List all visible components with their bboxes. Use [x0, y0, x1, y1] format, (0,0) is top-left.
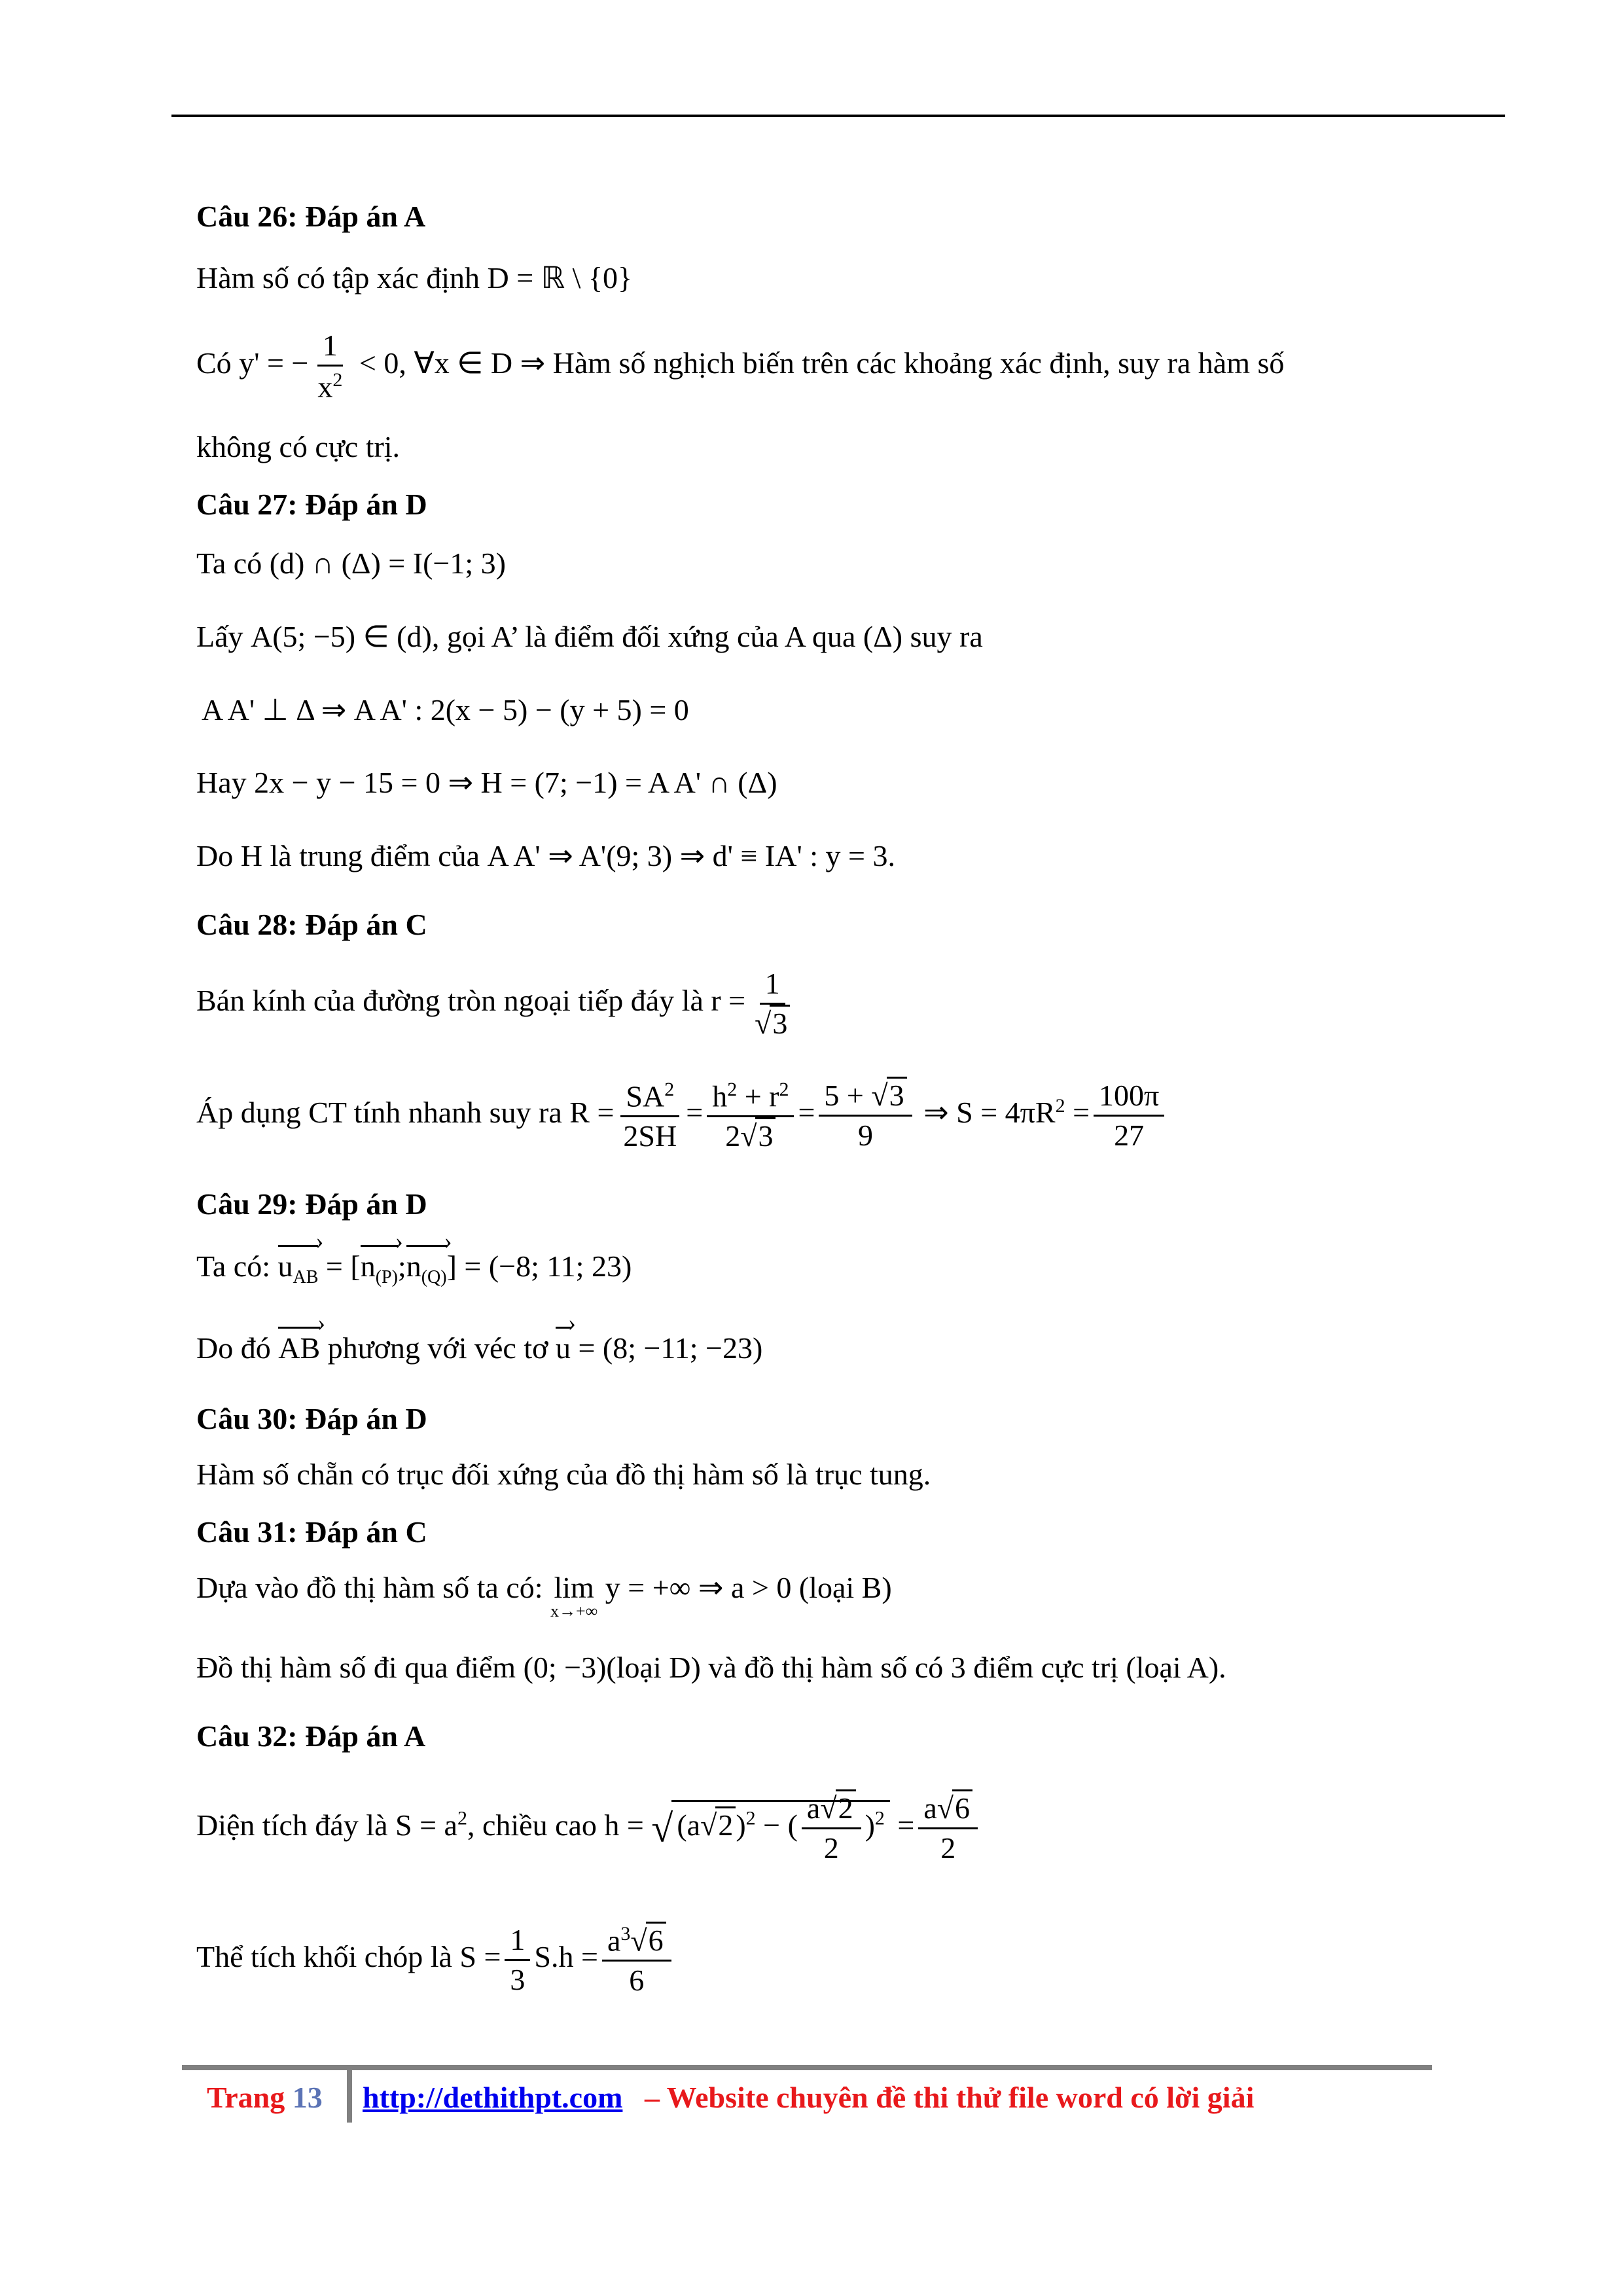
q30-line-1: Hàm số chẵn có trục đối xứng của đồ thị hàm số là trục tung.: [196, 1458, 931, 1491]
q32-sqrt-radical: √: [651, 1806, 673, 1850]
q27-l2-math: A(5; −5) ∈ (d): [251, 620, 432, 653]
q32-r2-1: 2: [715, 1806, 736, 1842]
q28-l1-text: Bán kính của đường tròn ngoại tiếp đáy là: [196, 984, 704, 1018]
q28-line-1: [196, 969, 799, 1039]
q32-vol-6: 6: [646, 1922, 666, 1957]
q31-line-2: [196, 1653, 1226, 1683]
q32-h-result: $\frac{a√6}{2}$: [918, 1793, 978, 1863]
q32-Sh: S.h =: [534, 1940, 598, 1974]
q27-line-2: [196, 622, 983, 652]
q26-l2-prefix: Có: [196, 346, 232, 380]
q26-l1-math: D = ℝ \ {0}: [487, 261, 633, 295]
footer-page: [207, 2080, 323, 2115]
q28-frac-2: $\frac{h^2 + r^2}{2√3}$: [707, 1080, 794, 1151]
q32-h: h =: [604, 1808, 644, 1842]
q32-line-2: [196, 1924, 675, 1996]
q28-l1-lhs: r =: [711, 984, 746, 1018]
q32-line-1: [196, 1793, 982, 1863]
q28-R-sup: 2: [1055, 1094, 1065, 1117]
q28-f1-num: SA: [626, 1079, 665, 1113]
q31-l2-text: Đồ thị hàm số đi qua điểm: [196, 1651, 516, 1684]
q27-line-5: [196, 841, 895, 871]
q31-l2-tail: (loại D) và đồ thị hàm số có 3 điểm cực trị (loại A).: [606, 1651, 1226, 1684]
q29-vector-u: u ›: [556, 1333, 571, 1363]
q32-res-a: a: [923, 1791, 937, 1825]
q28-R: R =: [569, 1096, 615, 1130]
q27-l2-math-b: (Δ): [863, 620, 903, 653]
q32-third: [505, 1925, 530, 1995]
q28-f2-num: h: [712, 1079, 728, 1113]
q32-inner-fraction: $\frac{a√2}{2}$: [802, 1793, 861, 1863]
q32-a-2: a: [806, 1791, 821, 1825]
q28-frac-3: $\frac{5 + √3}{9}$: [819, 1081, 912, 1151]
q28-f4-num: 100π: [1094, 1081, 1164, 1117]
q28-eq-1: =: [686, 1096, 704, 1130]
q29-n-q: n: [406, 1249, 421, 1283]
q26-frac-sup: 2: [332, 369, 343, 391]
q29-l2-text-b: phương với véc tơ: [327, 1331, 548, 1365]
q27-l4-math: 2x − y − 15 = 0 ⇒ H = (7; −1) = A A' ∩ (Δ): [254, 766, 777, 799]
q28-f2-sup-a: 2: [727, 1079, 738, 1100]
header-rule: [171, 115, 1505, 117]
q30-heading: Câu 30: Đáp án D: [196, 1402, 427, 1435]
q29-line-1: Ta có: $u_{AB}$ › = [$n_{(P)}$ $›;n_{(Q)}$ ›] = (−8; 11; 23): [196, 1251, 632, 1287]
q31-l1-text: Dựa vào đồ thị hàm số ta có:: [196, 1571, 543, 1604]
q32-l1-mid: , chiều cao: [467, 1808, 597, 1842]
q26-line-1: [196, 263, 632, 293]
q28-f3-num-b: 3: [887, 1077, 907, 1112]
q31-line-1: [196, 1573, 892, 1620]
q28-f4-den: 27: [1114, 1119, 1145, 1153]
q29-n-p: n: [360, 1249, 376, 1283]
q27-l2-text-c: suy ra: [910, 620, 983, 653]
q26-line-2: [196, 331, 1284, 402]
q29-n-q-sub: (Q): [421, 1267, 447, 1288]
q32-volume-fraction: $\frac{a^3√6}{6}$: [602, 1924, 671, 1996]
q27-l4-text: Hay: [196, 766, 247, 799]
q28-heading: Câu 28: Đáp án C: [196, 908, 427, 941]
footer-tagline: – Website chuyên đề thi thử file word có lời giải: [645, 2081, 1255, 2114]
q28-l2-mid: ⇒ S = 4πR: [923, 1096, 1056, 1130]
q32-vol-a: a: [607, 1924, 621, 1958]
q29-line-2: [196, 1333, 762, 1363]
q32-eq-1: =: [897, 1808, 915, 1842]
footer-divider: [347, 2070, 352, 2123]
q29-l1-result: = (−8; 11; 23): [464, 1249, 632, 1283]
q28-r-fraction: $\frac{1}{√3}$: [749, 969, 795, 1039]
q32-S: S = a: [395, 1808, 457, 1842]
q29-l2-text-a: Do đó: [196, 1331, 271, 1365]
q31-lim: lim: [554, 1571, 594, 1604]
q31-l2-math: (0; −3): [523, 1651, 607, 1684]
q32-heading: Câu 32: Đáp án A: [196, 1719, 426, 1753]
q28-f2-den-b: 3: [755, 1117, 776, 1153]
q28-f2-num-b: + r: [744, 1079, 779, 1113]
q29-vector-u-ab: [278, 1251, 319, 1287]
q26-l1-text: Hàm số có tập xác định: [196, 261, 480, 295]
q29-u: u: [277, 1249, 293, 1283]
q32-S-sup: 2: [457, 1807, 467, 1829]
q28-r-den: 3: [770, 1005, 790, 1040]
q31-lim-sub: x→+∞: [550, 1602, 598, 1621]
q28-f2-sup-b: 2: [779, 1079, 789, 1100]
q32-l2-S: S =: [459, 1940, 501, 1974]
q28-r-num: 1: [760, 969, 785, 1005]
q32-res-6: 6: [952, 1789, 972, 1825]
q32-sq-1: 2: [745, 1807, 756, 1829]
q28-eq-3: =: [1073, 1096, 1090, 1130]
q28-f3-den: 9: [858, 1119, 873, 1153]
q32-a-1: a: [687, 1808, 701, 1842]
q28-f1-sup: 2: [664, 1079, 675, 1100]
footer-rule: [182, 2065, 1432, 2070]
q26-frac-den: x: [317, 370, 333, 404]
q28-f2-den: 2: [725, 1119, 741, 1153]
q28-frac-4: [1094, 1081, 1164, 1151]
q28-eq-2: =: [798, 1096, 815, 1130]
q29-n-p-sub: (P): [375, 1267, 398, 1288]
q32-third-den: 3: [510, 1963, 526, 1997]
q32-l2-text: Thể tích khối chóp là: [196, 1940, 452, 1974]
q27-l2-text-a: Lấy: [196, 620, 243, 653]
q31-heading: Câu 31: Đáp án C: [196, 1515, 427, 1549]
q32-vol-den: 6: [629, 1964, 645, 1998]
q32-third-num: 1: [505, 1925, 530, 1961]
q26-frac-num: 1: [317, 331, 343, 367]
q27-line-4: [196, 768, 777, 798]
q27-line-1: [196, 548, 506, 579]
q32-r2-2: 2: [836, 1789, 856, 1825]
q28-frac-1: [618, 1080, 682, 1151]
q29-vector-ab: AB ›: [278, 1333, 320, 1363]
q28-f3-num: 5 +: [824, 1079, 864, 1113]
footer-page-number: 13: [292, 2081, 323, 2114]
q28-line-2: [196, 1080, 1168, 1151]
q29-vector-n-q: [406, 1251, 447, 1287]
q29-l2-math: = (8; −11; −23): [578, 1331, 763, 1365]
q27-line-3: [202, 695, 689, 725]
q28-l2-text: Áp dụng CT tính nhanh suy ra: [196, 1096, 562, 1130]
footer-page-label: Trang: [207, 2081, 285, 2114]
q27-l3-math: A A' ⊥ Δ ⇒ A A' : 2(x − 5) − (y + 5) = 0: [202, 693, 689, 726]
q27-l5-text: Do H là trung điểm của: [196, 839, 480, 872]
q26-heading: Câu 26: Đáp án A: [196, 200, 426, 233]
q32-radicand: $(a√2)^2$ − ( $\frac{a√2}{2}$ )$^2$: [671, 1800, 890, 1842]
q26-l2-text: Hàm số nghịch biến trên các khoảng xác định, suy ra hàm số: [552, 346, 1285, 380]
q32-res-den: 2: [940, 1831, 956, 1865]
footer-website-link[interactable]: http://dethithpt.com: [363, 2081, 623, 2114]
q27-l1-text: Ta có: [196, 547, 262, 580]
q27-l1-math: (d) ∩ (Δ) = I(−1; 3): [269, 547, 506, 580]
q31-limit: [550, 1573, 597, 1620]
q26-l2-lhs: y' = −: [239, 346, 309, 380]
q26-fraction: [312, 331, 348, 402]
q27-heading: Câu 27: Đáp án D: [196, 488, 427, 521]
q28-f1-den: 2SH: [623, 1119, 677, 1153]
q29-u-sub: AB: [293, 1267, 319, 1288]
q26-line-3: không có cực trị.: [196, 430, 401, 463]
q32-l1-text: Diện tích đáy là: [196, 1808, 388, 1842]
q31-l1-math: y = +∞ ⇒ a > 0: [605, 1571, 792, 1604]
q29-l1-text: Ta có:: [196, 1249, 271, 1283]
q29-vector-n-p: [361, 1251, 398, 1287]
q31-l1-tail: (loại B): [798, 1571, 892, 1604]
q29-heading: Câu 29: Đáp án D: [196, 1187, 427, 1221]
q32-vol-sup: 3: [620, 1923, 631, 1945]
q27-l2-text-b: , gọi A’ là điểm đối xứng của A qua: [431, 620, 856, 653]
q32-sq-2: 2: [874, 1807, 885, 1829]
q27-l5-math: A A' ⇒ A'(9; 3) ⇒ d' ≡ IA' : y = 3.: [487, 839, 895, 872]
q32-inner-den: 2: [823, 1831, 839, 1865]
q26-l2-rest: < 0, ∀x ∈ D ⇒: [359, 346, 546, 380]
